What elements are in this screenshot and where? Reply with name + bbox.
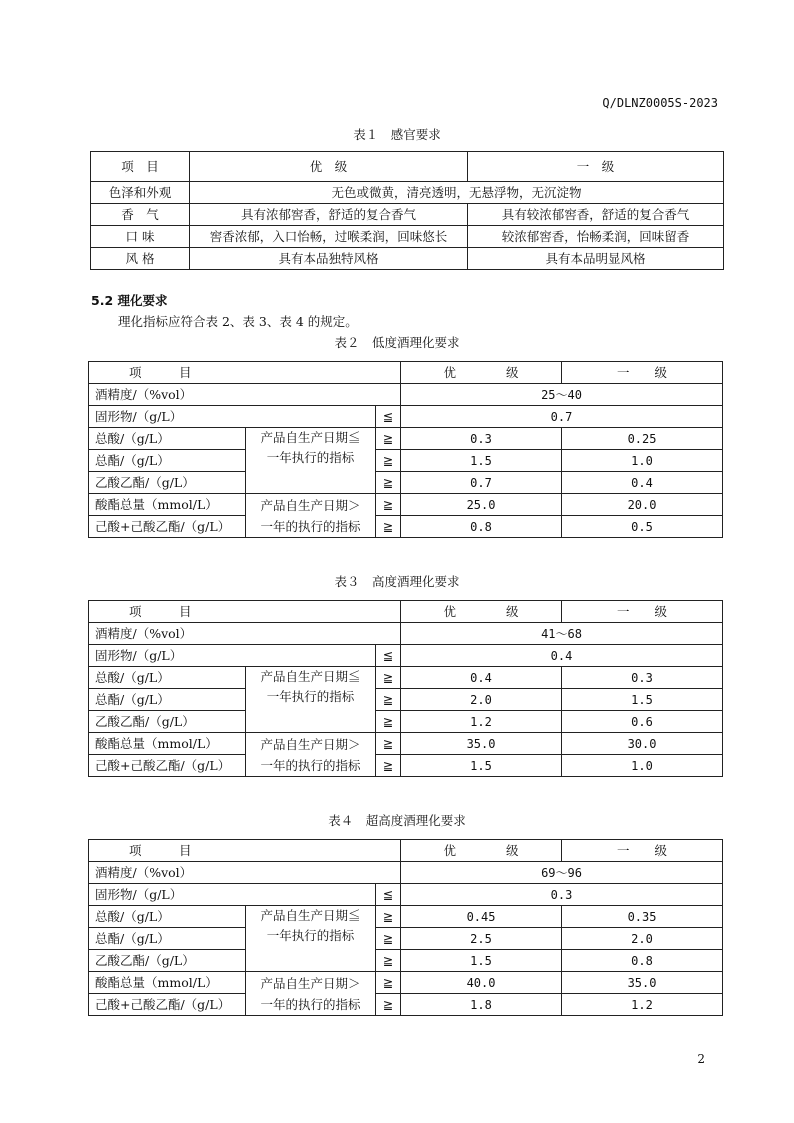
section-heading: 5.2 理化要求 bbox=[91, 293, 168, 308]
sensory-requirements-table bbox=[90, 151, 724, 270]
condition-over-one-year: 产品自生产日期＞ 一年的执行的指标 bbox=[246, 733, 376, 777]
row-label: 总酸/（g/L） bbox=[89, 906, 246, 928]
physicochemical-table-ultra-high bbox=[88, 839, 723, 1016]
first-grade-value: 0.4 bbox=[562, 472, 723, 494]
premium-value: 具有浓郁窖香，舒适的复合香气 bbox=[190, 204, 468, 226]
premium-value: 1.5 bbox=[401, 950, 562, 972]
solids-label: 固形物/（g/L） bbox=[89, 406, 376, 428]
header-premium: 优 级 bbox=[401, 601, 562, 623]
document-number: Q/DLNZ0005S-2023 bbox=[602, 96, 718, 110]
alcohol-label: 酒精度/（%vol） bbox=[89, 623, 401, 645]
row-label: 香 气 bbox=[91, 204, 190, 226]
premium-value: 0.4 bbox=[401, 667, 562, 689]
solids-value: 0.7 bbox=[401, 406, 723, 428]
row-label: 总酯/（g/L） bbox=[89, 689, 246, 711]
premium-value: 0.8 bbox=[401, 516, 562, 538]
row-label: 酸酯总量（mmol/L） bbox=[89, 733, 246, 755]
sign: ≧ bbox=[376, 711, 401, 733]
physicochemical-table-low bbox=[88, 361, 723, 538]
header-item: 项 目 bbox=[89, 362, 401, 384]
condition-over-one-year: 产品自生产日期＞ 一年的执行的指标 bbox=[246, 494, 376, 538]
header-premium: 优 级 bbox=[190, 152, 468, 182]
header-item: 项 目 bbox=[91, 152, 190, 182]
header-item: 项 目 bbox=[89, 601, 401, 623]
first-grade-value: 20.0 bbox=[562, 494, 723, 516]
first-grade-value: 0.5 bbox=[562, 516, 723, 538]
first-grade-value: 0.3 bbox=[562, 667, 723, 689]
first-grade-value: 35.0 bbox=[562, 972, 723, 994]
premium-value: 1.2 bbox=[401, 711, 562, 733]
sign: ≧ bbox=[376, 472, 401, 494]
sign: ≧ bbox=[376, 994, 401, 1016]
sign: ≧ bbox=[376, 906, 401, 928]
condition-within-one-year: 产品自生产日期≦ 一年执行的指标 bbox=[246, 667, 376, 733]
alcohol-value: 25～40 bbox=[401, 384, 723, 406]
row-label: 酸酯总量（mmol/L） bbox=[89, 494, 246, 516]
alcohol-value: 69～96 bbox=[401, 862, 723, 884]
condition-within-one-year: 产品自生产日期≦ 一年执行的指标 bbox=[246, 906, 376, 972]
sign: ≧ bbox=[376, 733, 401, 755]
row-label: 总酸/（g/L） bbox=[89, 428, 246, 450]
solids-value: 0.4 bbox=[401, 645, 723, 667]
row-label: 己酸+己酸乙酯/（g/L） bbox=[89, 755, 246, 777]
solids-label: 固形物/（g/L） bbox=[89, 645, 376, 667]
sign: ≧ bbox=[376, 689, 401, 711]
table4-caption: 表４ 超高度酒理化要求 bbox=[328, 813, 466, 828]
sign: ≧ bbox=[376, 450, 401, 472]
first-grade-value: 1.2 bbox=[562, 994, 723, 1016]
condition-within-one-year: 产品自生产日期≦ 一年执行的指标 bbox=[246, 428, 376, 494]
premium-value: 25.0 bbox=[401, 494, 562, 516]
first-grade-value: 具有较浓郁窖香，舒适的复合香气 bbox=[468, 204, 724, 226]
premium-value: 2.5 bbox=[401, 928, 562, 950]
first-grade-value: 1.0 bbox=[562, 450, 723, 472]
sign: ≧ bbox=[376, 950, 401, 972]
first-grade-value: 具有本品明显风格 bbox=[468, 248, 724, 270]
sign: ≧ bbox=[376, 972, 401, 994]
row-label: 己酸+己酸乙酯/（g/L） bbox=[89, 994, 246, 1016]
section-paragraph: 理化指标应符合表 2、表 3、表 4 的规定。 bbox=[118, 314, 358, 329]
row-label: 风 格 bbox=[91, 248, 190, 270]
condition-over-one-year: 产品自生产日期＞ 一年的执行的指标 bbox=[246, 972, 376, 1016]
row-label: 总酸/（g/L） bbox=[89, 667, 246, 689]
table1-caption: 表１ 感官要求 bbox=[353, 127, 441, 142]
premium-value: 1.5 bbox=[401, 450, 562, 472]
page-number: 2 bbox=[697, 1052, 705, 1066]
premium-value: 35.0 bbox=[401, 733, 562, 755]
first-grade-value: 0.6 bbox=[562, 711, 723, 733]
row-label: 己酸+己酸乙酯/（g/L） bbox=[89, 516, 246, 538]
physicochemical-table-high bbox=[88, 600, 723, 777]
row-label: 色泽和外观 bbox=[91, 182, 190, 204]
premium-value: 0.7 bbox=[401, 472, 562, 494]
header-premium: 优 级 bbox=[401, 840, 562, 862]
first-grade-value: 30.0 bbox=[562, 733, 723, 755]
row-label: 乙酸乙酯/（g/L） bbox=[89, 950, 246, 972]
solids-label: 固形物/（g/L） bbox=[89, 884, 376, 906]
table3-caption: 表３ 高度酒理化要求 bbox=[334, 574, 460, 589]
solids-sign: ≦ bbox=[376, 406, 401, 428]
header-item: 项 目 bbox=[89, 840, 401, 862]
sign: ≧ bbox=[376, 928, 401, 950]
alcohol-label: 酒精度/（%vol） bbox=[89, 384, 401, 406]
sign: ≧ bbox=[376, 494, 401, 516]
header-first-grade: 一 级 bbox=[562, 601, 723, 623]
sign: ≧ bbox=[376, 516, 401, 538]
header-first-grade: 一 级 bbox=[562, 840, 723, 862]
header-first-grade: 一 级 bbox=[562, 362, 723, 384]
premium-value: 2.0 bbox=[401, 689, 562, 711]
solids-value: 0.3 bbox=[401, 884, 723, 906]
header-first-grade: 一 级 bbox=[468, 152, 724, 182]
solids-sign: ≦ bbox=[376, 645, 401, 667]
sign: ≧ bbox=[376, 667, 401, 689]
alcohol-label: 酒精度/（%vol） bbox=[89, 862, 401, 884]
table2-caption: 表２ 低度酒理化要求 bbox=[334, 335, 460, 350]
first-grade-value: 较浓郁窖香，怡畅柔润，回味留香 bbox=[468, 226, 724, 248]
first-grade-value: 0.8 bbox=[562, 950, 723, 972]
header-premium: 优 级 bbox=[401, 362, 562, 384]
premium-value: 40.0 bbox=[401, 972, 562, 994]
first-grade-value: 1.0 bbox=[562, 755, 723, 777]
premium-value: 1.8 bbox=[401, 994, 562, 1016]
sign: ≧ bbox=[376, 755, 401, 777]
premium-value: 窖香浓郁，入口怡畅，过喉柔润，回味悠长 bbox=[190, 226, 468, 248]
first-grade-value: 0.25 bbox=[562, 428, 723, 450]
premium-value: 具有本品独特风格 bbox=[190, 248, 468, 270]
first-grade-value: 2.0 bbox=[562, 928, 723, 950]
row-label: 总酯/（g/L） bbox=[89, 928, 246, 950]
premium-value: 0.3 bbox=[401, 428, 562, 450]
first-grade-value: 1.5 bbox=[562, 689, 723, 711]
row-label: 酸酯总量（mmol/L） bbox=[89, 972, 246, 994]
row-label: 乙酸乙酯/（g/L） bbox=[89, 711, 246, 733]
solids-sign: ≦ bbox=[376, 884, 401, 906]
premium-value: 1.5 bbox=[401, 755, 562, 777]
row-label: 口 味 bbox=[91, 226, 190, 248]
premium-value: 0.45 bbox=[401, 906, 562, 928]
merged-value: 无色或微黄，清亮透明，无悬浮物，无沉淀物 bbox=[190, 182, 724, 204]
row-label: 总酯/（g/L） bbox=[89, 450, 246, 472]
row-label: 乙酸乙酯/（g/L） bbox=[89, 472, 246, 494]
alcohol-value: 41～68 bbox=[401, 623, 723, 645]
sign: ≧ bbox=[376, 428, 401, 450]
first-grade-value: 0.35 bbox=[562, 906, 723, 928]
